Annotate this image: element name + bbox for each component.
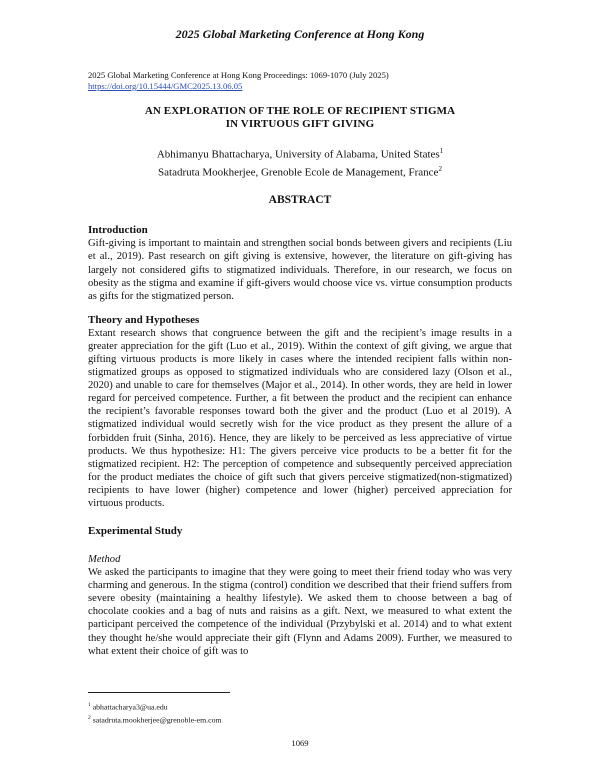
author-list [88, 144, 512, 179]
footnote-1 [88, 700, 222, 713]
abstract-heading: ABSTRACT [268, 194, 332, 207]
introduction-heading: Introduction [88, 224, 148, 237]
author-2 [88, 162, 512, 180]
method-subheading: Method [88, 554, 121, 566]
footnote-2-email: satadruta.mookherjee@grenoble-em.com [92, 715, 222, 725]
introduction-text: Gift-giving is important to maintain and strengthen social bonds between givers and recipients (Liu et al., 2019). Past research on gift giving is extensive, however, the literature on gift-giving has largely not considered gifts to stigmatized individuals. Therefore, in our research, we focus on obesity as the stigma and examine if gift-givers would choose vice vs. virtue consumption products as gifts for the stigmatized person. [88, 238, 512, 302]
proceedings-info [88, 70, 512, 92]
footnote-1-email: abhattacharya3@ua.edu [92, 702, 168, 712]
proceedings-line: 2025 Global Marketing Conference at Hong Kong Proceedings: 1069-1070 (July 2025) [88, 70, 389, 80]
footnotes [88, 700, 222, 725]
author-2-mark: 2 [438, 164, 442, 173]
footnote-divider [88, 692, 230, 693]
paper-title [88, 105, 512, 131]
theory-heading: Theory and Hypotheses [88, 313, 200, 326]
theory-text: Extant research shows that congruence between the gift and the recipient’s image results in a greater appreciation for the gift (Luo et al., 2019). Within the context of gift giving, we argue that gifting virtuous products is more likely in cases where the intended recipient falls within non-stigmatized groups as opposed to stigmatized individuals who are considered lazy (Olson et al., 2020) and unable to care for themselves (Major et al., 2014). In other words, they are held in lower regard for perceived competence. Further, a fit between the product and the recipient can enhance the recipient’s favorable responses toward both the giver and the product (Luo et al 2019). A stigmatized individual would secretly wish for the vice product as they present the allure of a forbidden fruit (Sinha, 2016). Hence, they are likely to be perceived as less appreciative of virtue products. We thus hypothesize: H1: The givers perceive vice products to be a better fit for the stigmatized recipient. H2: The perception of competence and subsequently perceived appreciation for the product mediates the choice of gift such that givers perceive stigmatized(non-stigmatized) recipients to have lower (higher) competence and lower (higher) perceived appreciation for virtuous products. [88, 327, 512, 509]
footnote-2-mark: 2 [88, 714, 91, 721]
author-1 [88, 144, 512, 162]
title-line-2: IN VIRTUOUS GIFT GIVING [225, 118, 375, 130]
study-heading: Experimental Study [88, 525, 183, 538]
running-head: 2025 Global Marketing Conference at Hong Kong [175, 27, 425, 41]
study-section [88, 525, 512, 658]
introduction-section [88, 224, 512, 302]
doi-link[interactable]: https://doi.org/10.15444/GMC2025.13.06.05 [88, 81, 243, 91]
page-number: 1069 [291, 738, 309, 748]
method-text: We asked the participants to imagine that they were going to meet their friend today who was very charming and generous. In the stigma (control) condition we described that their friend suffers from severe obesity (maintaining a healthy lifestyle). We asked them to choose between a bag of chocolate cookies and a bag of nuts and raisins as a gift. Next, we measured to what extent the participant perceived the competence of the individual (Przybylski et al. 2014) and to what extent they thought he/she would appreciate their gift (Flynn and Adams 2009). Further, we measured to what extent their choice of gift was to [88, 567, 512, 657]
theory-section [88, 314, 512, 510]
author-2-text: Satadruta Mookherjee, Grenoble Ecole de Management, France [158, 166, 439, 179]
title-line-1: AN EXPLORATION OF THE ROLE OF RECIPIENT STIGMA [144, 105, 456, 117]
footnote-2 [88, 713, 222, 726]
author-1-mark: 1 [439, 147, 444, 155]
footnote-1-mark: 1 [88, 702, 91, 708]
author-1-text: Abhimanyu Bhattacharya, University of Alabama, United States [156, 148, 440, 161]
